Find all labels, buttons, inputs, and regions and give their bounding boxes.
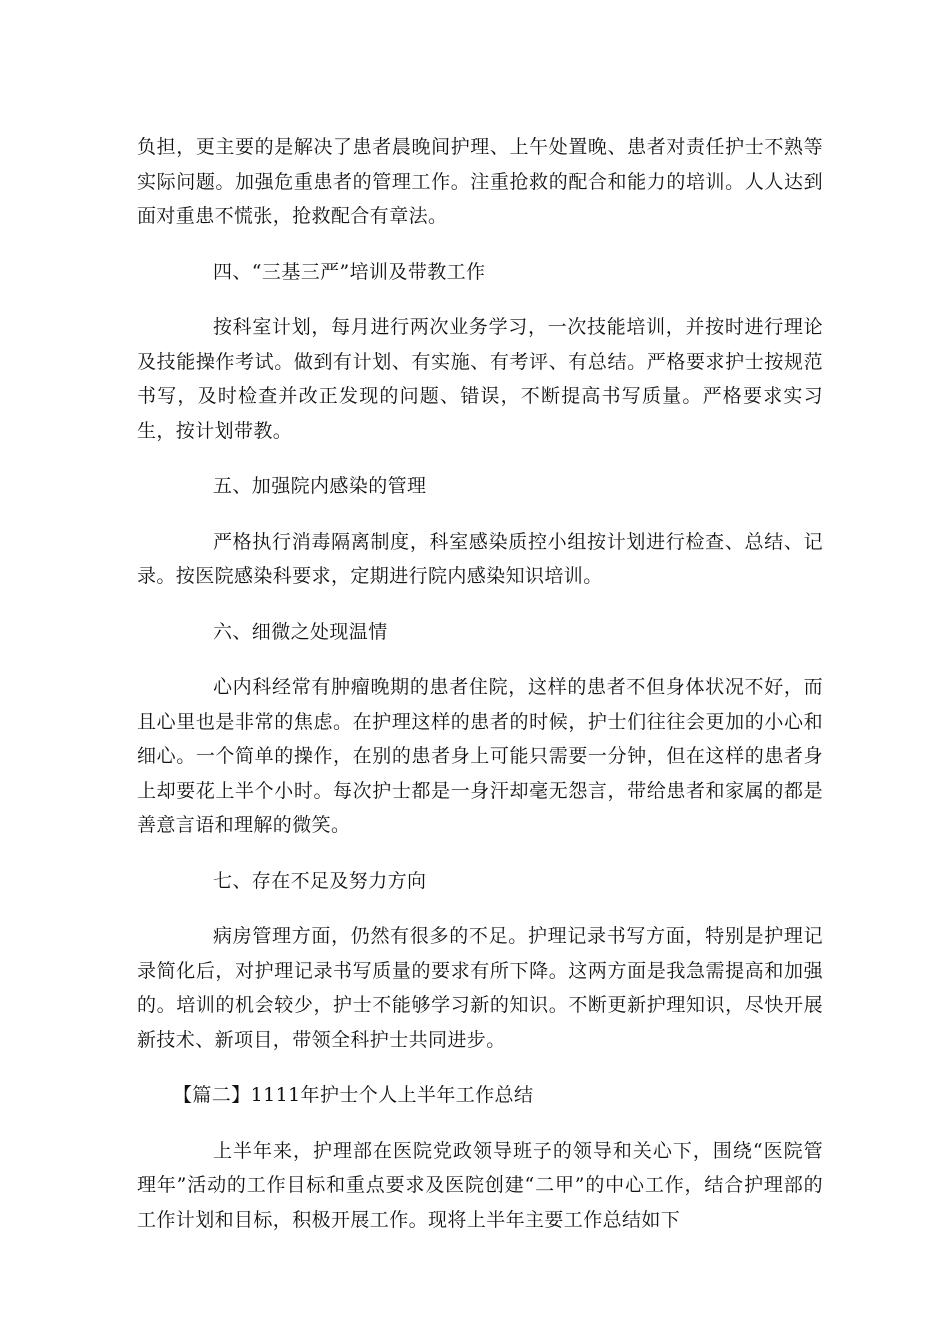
section-heading-warmth: 六、细微之处现温情	[213, 620, 388, 643]
part-two-title: 【篇二】1111年护士个人上半年工作总结	[173, 1084, 534, 1106]
section-heading-shortcomings: 七、存在不足及努力方向	[213, 869, 427, 892]
paragraph-infection-control: 严格执行消毒隔离制度，科室感染质控小组按计划进行检查、总结、记录。按医院感染科要求，定期进行院内感染知识培训。	[137, 530, 823, 587]
document-body	[137, 130, 823, 1237]
paragraph-warmth: 心内科经常有肿瘤晚期的患者住院，这样的患者不但身体状况不好，而且心里也是非常的焦虑。在护理这样的患者的时候，护士们往往会更加的小心和细心。一个简单的操作，在别的患者身上可能只需要一分钟，但在这样的患者身上却要花上半个小时。每次护士都是一身汗却毫无怨言，带给患者和家属的都是善意言语和理解的微笑。	[137, 676, 823, 836]
paragraph-training: 按科室计划，每月进行两次业务学习，一次技能培训，并按时进行理论及技能操作考试。做到有计划、有实施、有考评、有总结。严格要求护士按规范书写，及时检查并改正发现的问题、错误，不断提高书写质量。严格要求实习生，按计划带教。	[137, 316, 823, 442]
paragraph-shortcomings: 病房管理方面，仍然有很多的不足。护理记录书写方面，特别是护理记录简化后，对护理记录书写质量的要求有所下降。这两方面是我急需提高和加强的。培训的机会较少，护士不能够学习新的知识。不断更新护理知识，尽快开展新技术、新项目，带领全科护士共同进步。	[137, 925, 823, 1051]
section-heading-infection-control: 五、加强院内感染的管理	[213, 475, 427, 497]
paragraph-patient-care: 负担，更主要的是解决了患者晨晚间护理、上午处置晚、患者对责任护士不熟等实际问题。加强危重患者的管理工作。注重抢救的配合和能力的培训。人人达到面对重患不慌张，抢救配合有章法。	[137, 136, 823, 227]
section-heading-training: 四、“三基三严”培训及带教工作	[213, 260, 486, 283]
paragraph-part-two-intro: 上半年来，护理部在医院党政领导班子的领导和关心下，围绕“医院管理年”活动的工作目标和重点要求及医院创建“二甲”的中心工作，结合护理部的工作计划和目标，积极开展工作。现将上半年主要工作总结如下	[137, 1139, 823, 1231]
